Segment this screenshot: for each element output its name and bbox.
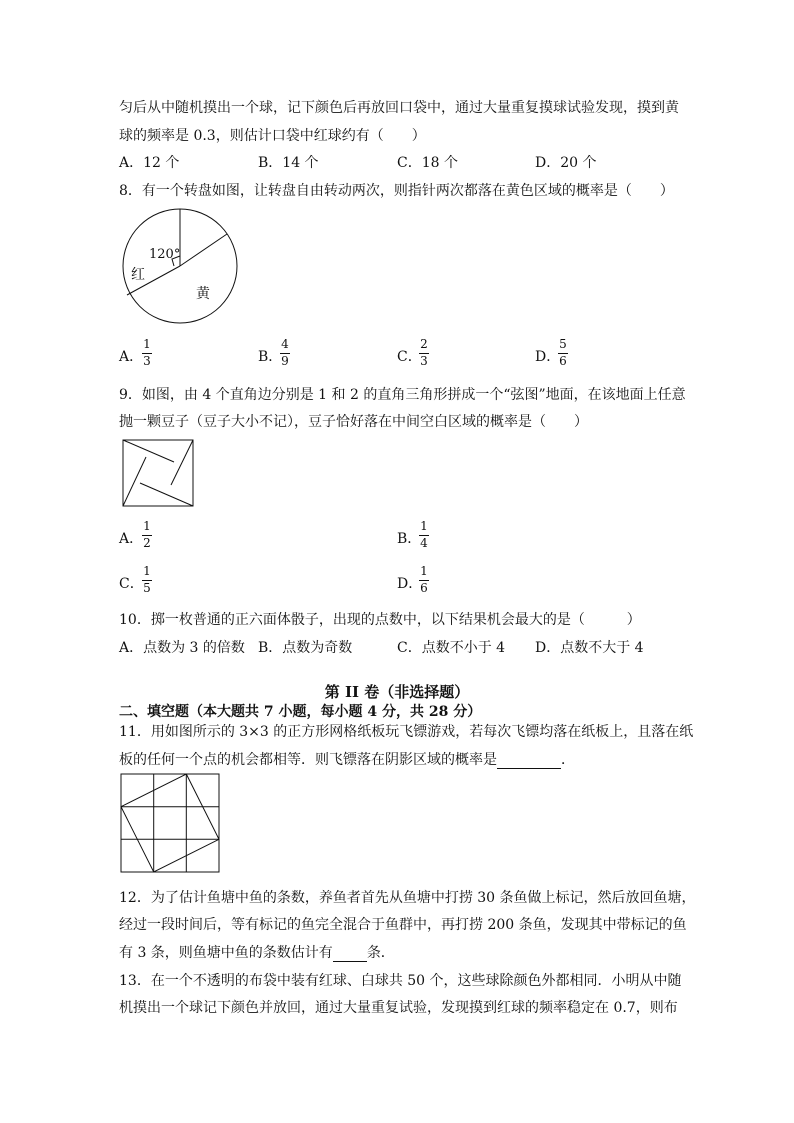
q10-option-c: C．点数不小于 4 — [397, 640, 506, 656]
fraction-numerator: 4 — [281, 337, 289, 351]
part2-title: 第 II 卷（非选择题） — [324, 683, 470, 701]
spinner-red-label: 红 — [131, 267, 145, 283]
q10-option-d: D．点数不大于 4 — [535, 640, 644, 656]
fraction-denominator: 4 — [420, 536, 428, 550]
q9-option-b-fraction — [419, 520, 429, 550]
q9-line2: 抛一颗豆子（豆子大小不记），豆子恰好落在中间空白区域的概率是（ ） — [119, 414, 588, 430]
q8-option-a-letter: A． — [119, 349, 144, 365]
fraction-numerator: 1 — [143, 519, 151, 533]
string-figure — [123, 440, 195, 508]
grid-figure — [121, 774, 221, 874]
grid-border — [121, 774, 219, 872]
q7-line2: 球的频率是 0.3，则估计口袋中红球约有（ ） — [119, 128, 426, 144]
q8-option-a-fraction — [142, 338, 152, 368]
string-line-2 — [171, 440, 193, 485]
fraction-denominator: 6 — [559, 354, 567, 368]
part2-heading: 二、填空题（本大题共 7 小题，每小题 4 分，共 28 分） — [119, 704, 482, 720]
q13-line1: 13．在一个不透明的布袋中装有红球、白球共 50 个，这些球除颜色外都相同．小明从中随 — [119, 973, 682, 989]
q9-option-a-fraction — [142, 520, 152, 550]
q8-stem: 8．有一个转盘如图，让转盘自由转动两次，则指针两次都落在黄色区域的概率是（ ） — [119, 183, 674, 199]
q11-line1: 11．用如图所示的 3×3 的正方形网格纸板玩飞镖游戏，若每次飞镖均落在纸板上，且落在纸 — [119, 724, 694, 740]
q12-line2: 经过一段时间后，等有标记的鱼完全混合于鱼群中，再打捞 200 条鱼，发现其中带标记的鱼 — [119, 917, 687, 933]
fraction-denominator: 3 — [420, 354, 428, 368]
q9-option-b-letter: B． — [397, 531, 422, 547]
q10-option-b: B．点数为奇数 — [258, 640, 353, 656]
q8-option-c-fraction — [419, 338, 429, 368]
fraction-denominator: 6 — [420, 581, 428, 595]
fraction-numerator: 1 — [420, 564, 428, 578]
q12-line1: 12．为了估计鱼塘中鱼的条数，养鱼者首先从鱼塘中打捞 30 条鱼做上标记，然后放回鱼塘， — [119, 890, 696, 906]
fraction-denominator: 5 — [143, 581, 151, 595]
spinner-yellow-label: 黄 — [196, 286, 210, 302]
q11-line2-text: 板的任何一个点的机会都相等．则飞镖落在阴影区域的概率是 — [119, 752, 497, 768]
fraction-denominator: 9 — [281, 354, 289, 368]
q9-line1: 9．如图，由 4 个直角边分别是 1 和 2 的直角三角形拼成一个“弦图”地面，在该地面上任意 — [119, 387, 686, 403]
fraction-denominator: 2 — [143, 536, 151, 550]
q8-option-b-letter: B． — [258, 349, 283, 365]
q10-option-a: A．点数为 3 的倍数 — [119, 640, 245, 656]
q11-line2-end: ． — [561, 752, 575, 768]
fraction-numerator: 2 — [420, 337, 428, 351]
q13-line2: 机摸出一个球记下颜色并放回，通过大量重复试验，发现摸到红球的频率稳定在 0.7，则布 — [119, 1000, 678, 1016]
q8-option-d-fraction — [558, 338, 568, 368]
q9-option-d-fraction — [419, 565, 429, 595]
q7-option-c: C．18 个 — [397, 155, 458, 171]
q7-line1: 匀后从中随机摸出一个球，记下颜色后再放回口袋中，通过大量重复摸球试验发现，摸到黄 — [119, 100, 679, 116]
string-line-1 — [123, 440, 174, 462]
fraction-numerator: 1 — [143, 337, 151, 351]
string-line-3 — [140, 483, 193, 506]
outer-square — [123, 440, 193, 506]
spinner-angle-label: 120° — [149, 247, 181, 262]
q11-line2 — [119, 749, 575, 769]
q9-option-c-fraction — [142, 565, 152, 595]
q9-option-d-letter: D． — [397, 576, 423, 592]
string-line-4 — [123, 457, 146, 506]
spinner-radius-right — [180, 234, 227, 266]
q12-line3-text: 有 3 条，则鱼塘中鱼的条数估计有 — [119, 945, 333, 961]
q10-stem: 10．掷一枚普通的正六面体骰子，出现的点数中，以下结果机会最大的是（ ） — [119, 612, 641, 628]
tilted-square — [121, 774, 219, 872]
q8-option-b-fraction — [280, 338, 290, 368]
q8-option-d-letter: D． — [535, 349, 561, 365]
q9-option-a-letter: A． — [119, 531, 144, 547]
q7-option-a: A．12 个 — [119, 155, 180, 171]
fraction-numerator: 5 — [559, 337, 567, 351]
fraction-numerator: 1 — [143, 564, 151, 578]
q11-answer-blank — [497, 752, 561, 769]
q12-line3 — [119, 942, 395, 962]
q7-option-d: D．20 个 — [535, 155, 597, 171]
q12-answer-blank — [333, 945, 367, 962]
q12-line3-end: 条． — [366, 945, 395, 961]
fraction-denominator: 3 — [143, 354, 151, 368]
q8-option-c-letter: C． — [397, 349, 422, 365]
q9-option-c-letter: C． — [119, 576, 144, 592]
fraction-numerator: 1 — [420, 519, 428, 533]
q7-option-b: B．14 个 — [258, 155, 319, 171]
